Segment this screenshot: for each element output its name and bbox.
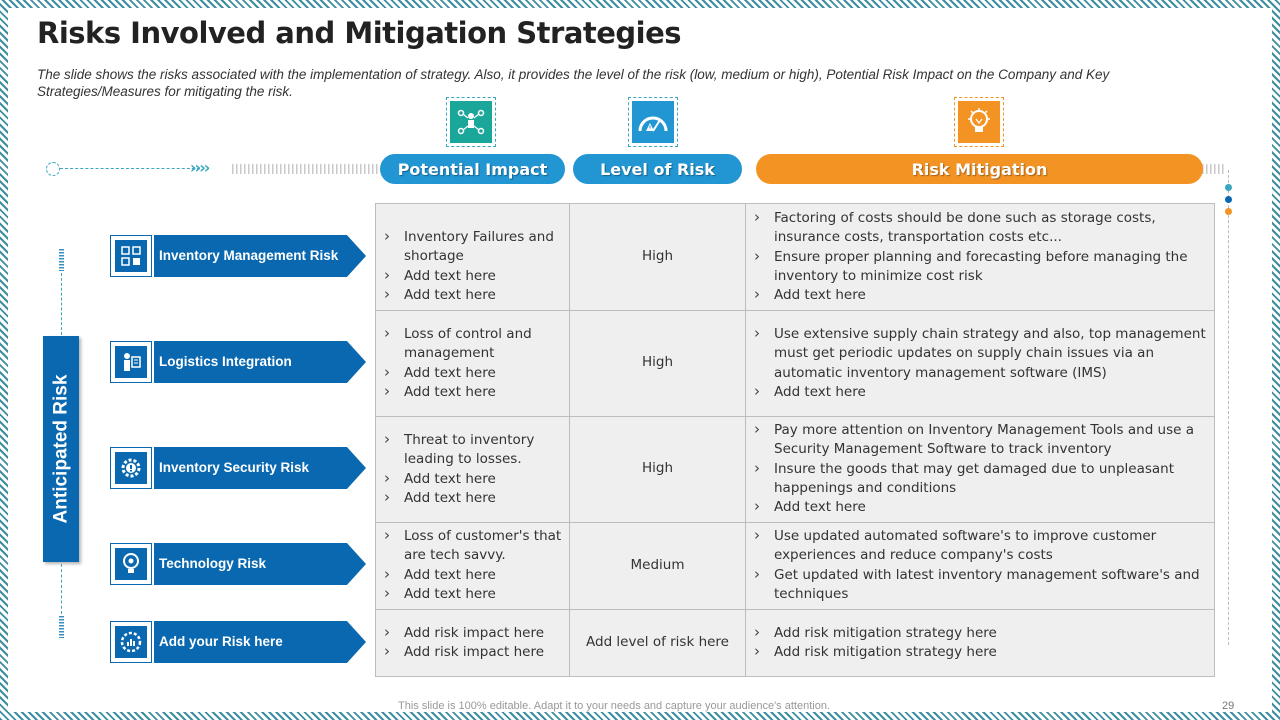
header-level-of-risk: Level of Risk xyxy=(573,154,742,184)
chevrons-right-icon: ›››› xyxy=(190,158,209,177)
risk-name: Technology Risk xyxy=(159,556,267,571)
bullet-item: › Add text here xyxy=(376,489,566,508)
timeline-dashed-line xyxy=(60,168,200,169)
mitigation-cell xyxy=(746,209,1211,305)
bullet-item: › Add text here xyxy=(376,364,566,383)
risk-label-inventory-management xyxy=(110,235,366,277)
lightbulb-gear-icon xyxy=(115,548,147,580)
impact-cell xyxy=(376,325,566,402)
page-subtitle: The slide shows the risks associated with the implementation of strategy. Also, it provides the level of the risk (low, medium or high), Potential Risk Impact on the Company and Key Strategies/Measures for mitigating the risk. xyxy=(37,67,1110,99)
slide xyxy=(8,8,1272,712)
impact-cell xyxy=(376,431,566,508)
bullet-item: › Add text here xyxy=(376,470,566,489)
bullet-item: › Add text here xyxy=(376,286,566,305)
bullet-item: › Add text here xyxy=(746,498,1211,517)
bullet-item: › Add risk mitigation strategy here xyxy=(746,643,1211,662)
risk-label-technology xyxy=(110,543,366,585)
person-documents-icon xyxy=(115,346,147,378)
people-network-icon xyxy=(446,97,496,147)
anticipated-risk-panel xyxy=(43,336,79,562)
side-dashed-bottom xyxy=(61,564,62,614)
impact-cell xyxy=(376,624,566,663)
bullet-item: › Use updated automated software's to improve customer experiences and reduce company's costs xyxy=(746,527,1211,566)
side-hatch-top xyxy=(59,249,64,271)
risk-name: Logistics Integration xyxy=(159,354,292,369)
bullet-item: › Insure the goods that may get damaged due to unpleasant happenings and conditions xyxy=(746,460,1211,499)
right-dashed-line xyxy=(1228,170,1229,645)
risk-label-logistics-integration xyxy=(110,341,366,383)
dot-orange xyxy=(1225,208,1232,215)
bullet-item: › Get updated with latest inventory management software's and techniques xyxy=(746,566,1211,605)
impact-cell xyxy=(376,527,566,604)
level-cell: Add level of risk here xyxy=(586,633,729,650)
risk-name: Inventory Security Risk xyxy=(159,460,310,475)
bullet-item: › Use extensive supply chain strategy and also, top management must get periodic updates on supply chain issues via an automatic inventory management software (IMS) xyxy=(746,325,1211,383)
mitigation-cell xyxy=(746,421,1211,517)
level-cell: Medium xyxy=(630,556,685,573)
mitigation-cell xyxy=(746,624,1211,663)
bullet-item: › Add risk impact here xyxy=(376,624,566,643)
bullet-item: › Add risk impact here xyxy=(376,643,566,662)
dot-blue xyxy=(1225,196,1232,203)
row-divider xyxy=(376,310,1214,311)
bullet-item: › Add risk mitigation strategy here xyxy=(746,624,1211,643)
bullet-item: › Add text here xyxy=(376,267,566,286)
bullet-item: › Add text here xyxy=(746,286,1211,305)
bullet-item: › Inventory Failures and shortage xyxy=(376,228,566,267)
bullet-item: › Loss of control and management xyxy=(376,325,566,364)
page-title: Risks Involved and Mitigation Strategies xyxy=(37,16,682,50)
impact-cell xyxy=(376,228,566,305)
risk-name: Inventory Management Risk xyxy=(159,248,339,263)
risk-label-add-your-risk xyxy=(110,621,366,663)
bullet-item: › Add text here xyxy=(376,585,566,604)
bullet-item: › Ensure proper planning and forecasting before managing the inventory to minimize cost risk xyxy=(746,248,1211,287)
bullet-item: › Add text here xyxy=(376,566,566,585)
level-cell: High xyxy=(641,460,674,477)
anticipated-risk-label: Anticipated Risk xyxy=(50,374,71,524)
level-cell: High xyxy=(641,354,674,371)
timeline-hatch-end xyxy=(1202,164,1224,174)
risk-name: Add your Risk here xyxy=(159,634,283,649)
bullet-item: › Add text here xyxy=(746,383,1211,402)
header-risk-mitigation: Risk Mitigation xyxy=(756,154,1203,184)
bullet-item: › Pay more attention on Inventory Management Tools and use a Security Management Software to track inventory xyxy=(746,421,1211,460)
dot-teal xyxy=(1225,184,1232,191)
lightbulb-idea-icon xyxy=(954,97,1004,147)
risk-label-inventory-security xyxy=(110,447,366,489)
risk-table xyxy=(375,203,1215,677)
bullet-item: › Threat to inventory leading to losses. xyxy=(376,431,566,470)
bullet-item: › Factoring of costs should be done such as storage costs, insurance costs, transportation costs etc... xyxy=(746,209,1211,248)
level-cell: High xyxy=(641,248,674,265)
side-dashed-top xyxy=(61,273,62,335)
row-divider xyxy=(376,416,1214,417)
timeline-hatch xyxy=(232,164,380,174)
side-hatch-bottom xyxy=(59,616,64,638)
footer-note: This slide is 100% editable. Adapt it to your needs and capture your audience's attention. xyxy=(398,700,830,712)
mitigation-cell xyxy=(746,325,1211,402)
inventory-grid-icon xyxy=(115,240,147,272)
gear-alert-icon xyxy=(115,452,147,484)
gear-chart-icon xyxy=(115,626,147,658)
bullet-item: › Add text here xyxy=(376,383,566,402)
timeline-start-circle xyxy=(46,162,60,176)
row-divider xyxy=(376,522,1214,523)
mitigation-cell xyxy=(746,527,1211,604)
bullet-item: › Loss of customer's that are tech savvy. xyxy=(376,527,566,566)
gauge-warning-icon xyxy=(628,97,678,147)
page-number: 29 xyxy=(1222,700,1235,712)
header-potential-impact: Potential Impact xyxy=(380,154,565,184)
row-divider xyxy=(376,609,1214,610)
